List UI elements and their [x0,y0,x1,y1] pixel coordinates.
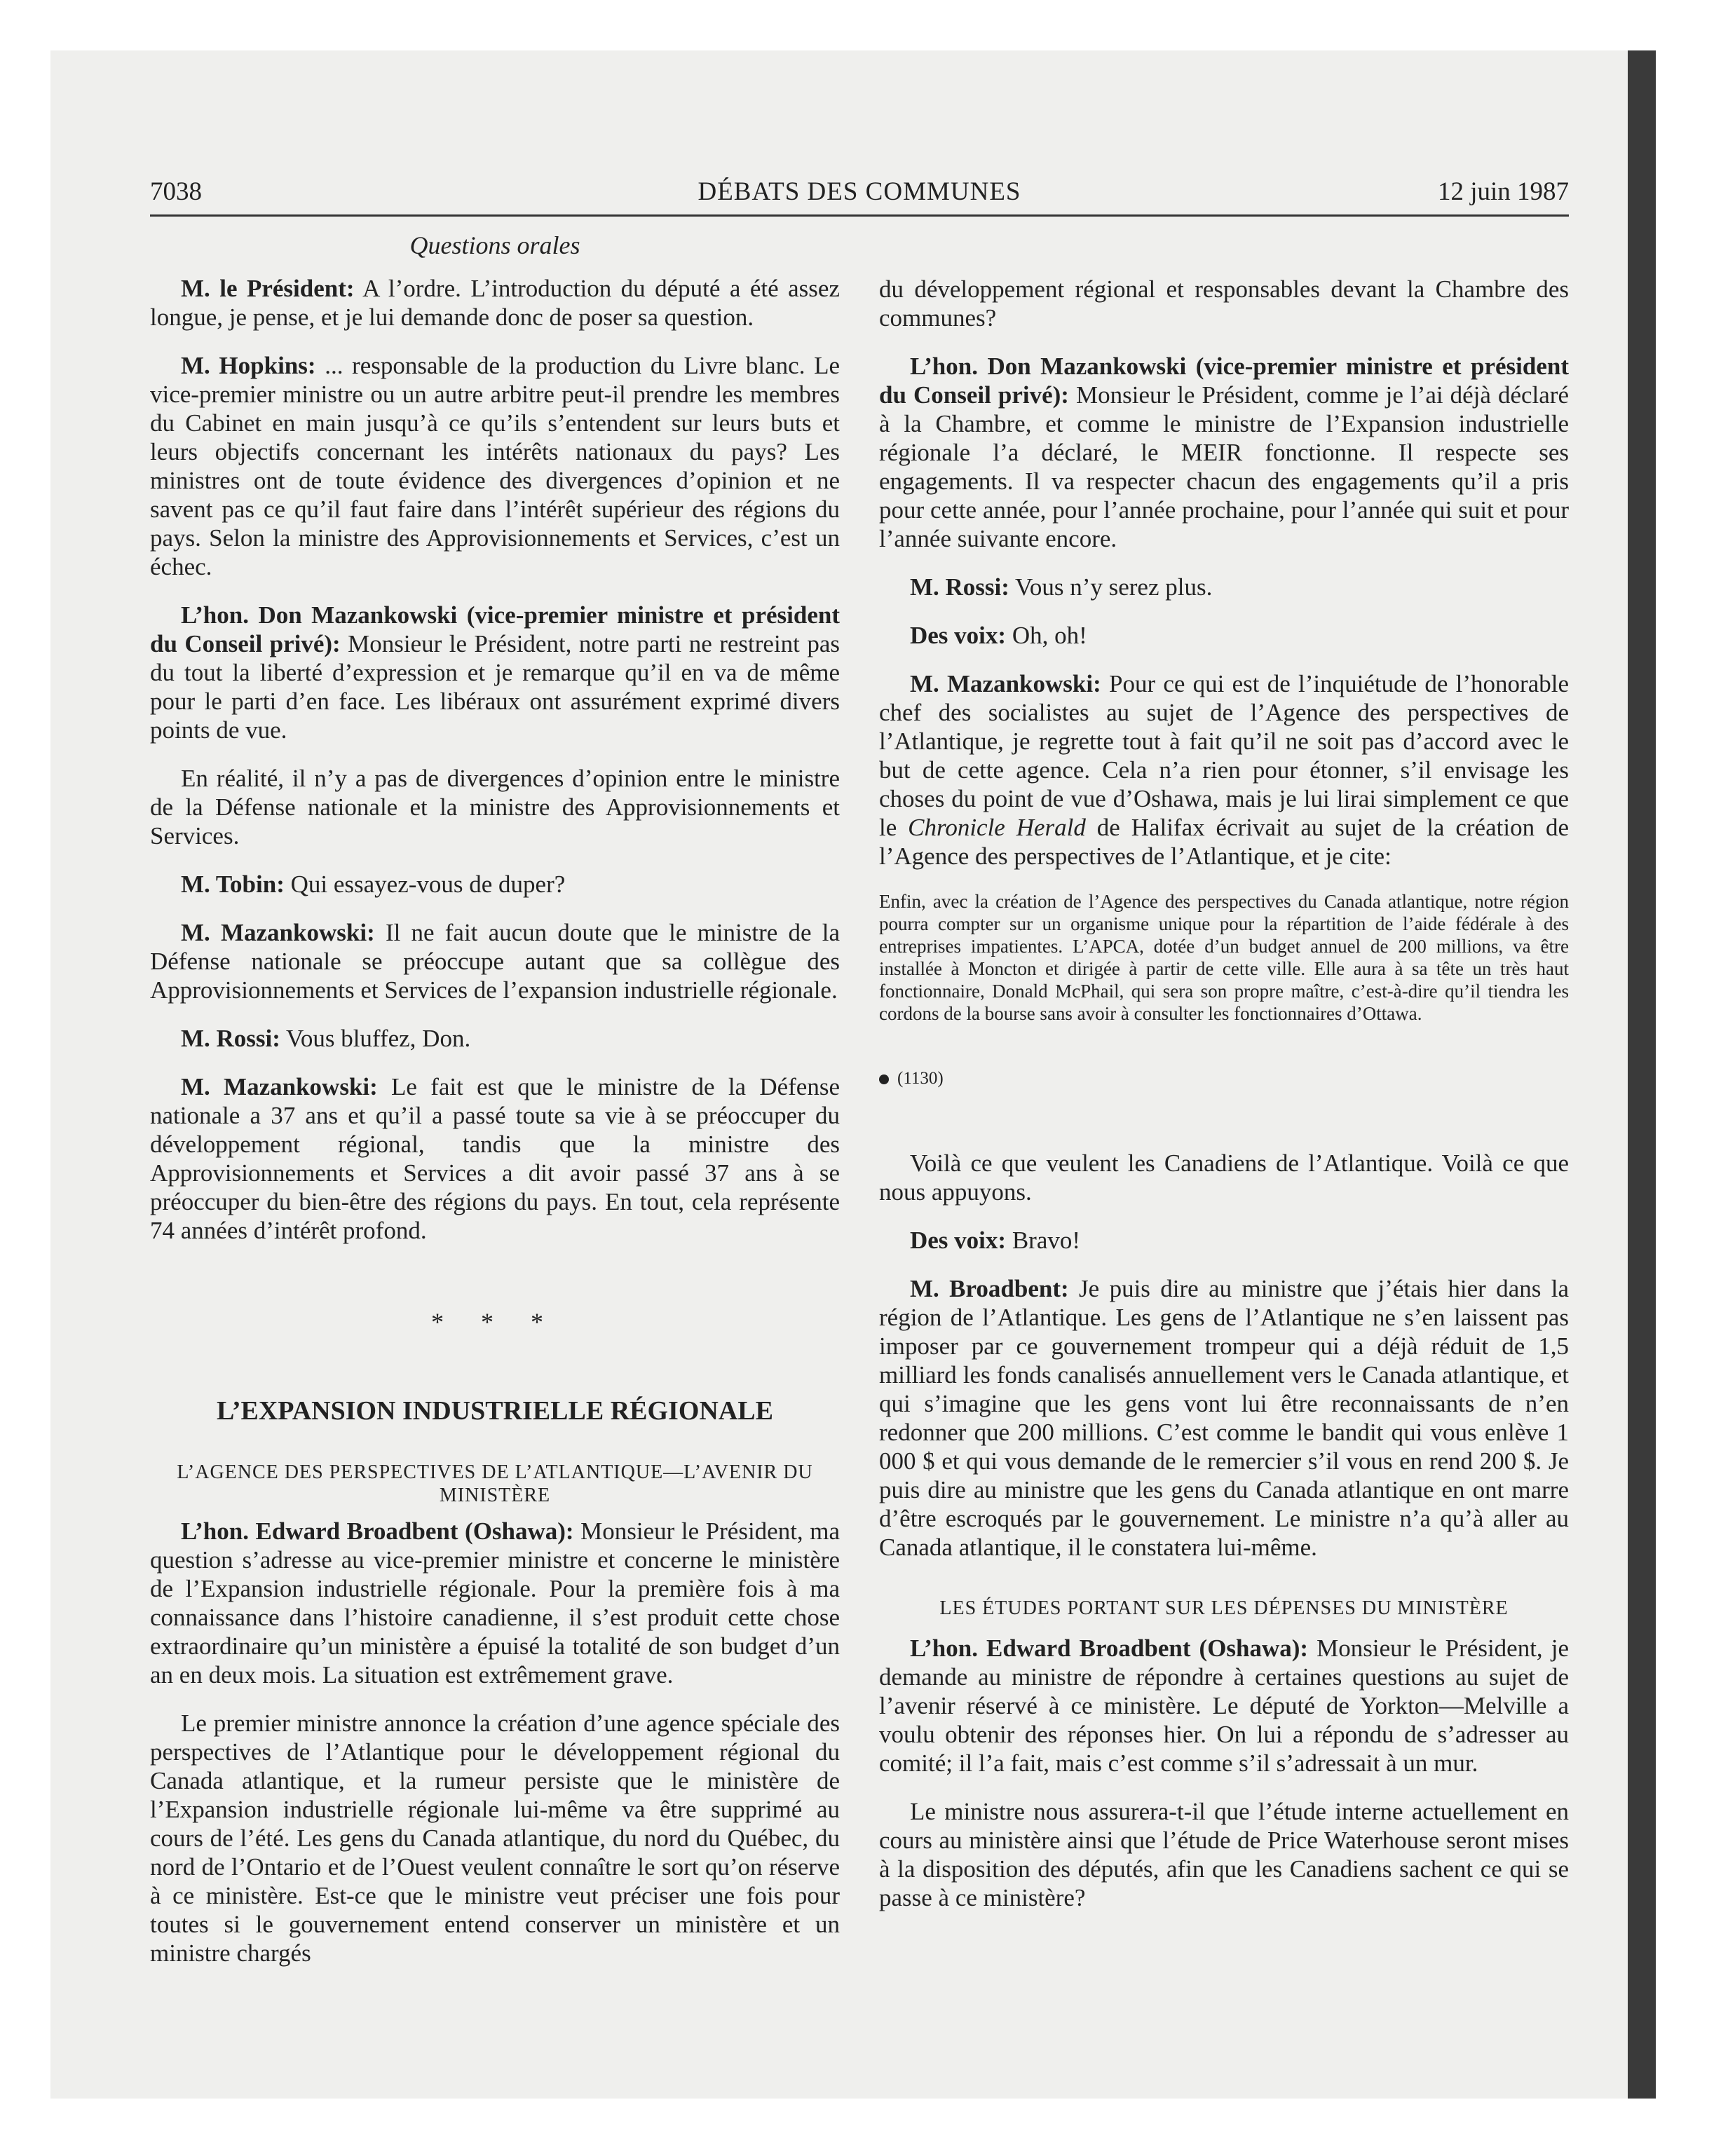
speaker-name: L’hon. Don Mazankowski (vice-premier ministre et président du Conseil privé): [150,601,840,657]
speech-text: Je puis dire au ministre que j’étais hier dans la région de l’Atlantique. Les gens de l’Atlantique ne s’en laissent pas imposer par ce gouvernement trompeur qui a déjà réduit de 1,5 milliard les fonds canalisés annuellement vers le Canada atlantique, et qui s’imagine que les gens vont lui être reconnaissants de n’en redonner que 200 millions. C’est comme le bandit qui vous enlève 1 000 $ et qui vous demande de le remercier s’il vous en rend 200 $. Je puis dire au ministre que les gens du Canada atlantique en ont marre d’être escroqués par le gouvernement. Le ministre n’a qu’à aller au Canada atlantique, il le constatera lui-même. [879,1275,1569,1561]
speech-text: A l’ordre. L’introduction du député a été assez longue, je pense, et je lui demande donc de poser sa question. [150,275,840,331]
speaker-name: L’hon. Don Mazankowski (vice-premier ministre et président du Conseil privé): [879,353,1569,409]
paragraph [150,870,840,899]
subsection-heading: LES ÉTUDES PORTANT SUR LES DÉPENSES DU MINISTÈRE [939,1597,1509,1619]
subsection-heading: L’AGENCE DES PERSPECTIVES DE L’ATLANTIQUE—L’AVENIR DU MINISTÈRE [177,1461,813,1506]
speech-text: Vous bluffez, Don. [280,1025,471,1052]
section-label: Questions orales [409,231,580,259]
speaker-name: M. Mazankowski: [910,670,1101,697]
speech-text: Le fait est que le ministre de la Défense nationale a 37 ans et qu’il a passé toute sa vie à se préoccuper du développement régional, tandis que la ministre des Approvisionnements et Services a dit avoir passé 37 ans à se préoccuper du bien-être des régions du pays. En tout, cela représente 74 années d’intérêt profond. [150,1073,840,1244]
speech-text: Vous n’y serez plus. [1009,573,1213,601]
speech-text: Monsieur le Président, comme je l’ai déjà déclaré à la Chambre, et comme le ministre de l’Expansion industrielle régionale l’a déclaré, le MEIR fonctionne. Il respecte ses engagements. Il va respecter chacun des engagements qu’il a pris pour cette année, pour l’année prochaine, pour l’année qui suit et pour l’année suivante encore. [879,381,1569,552]
speaker-name: Des voix: [910,1227,1007,1254]
newspaper-title: Chronicle Herald [908,814,1086,841]
speech-text: de Halifax écrivait au sujet de la création de l’Agence des perspectives de l’Atlantique, et je cite: [879,814,1569,870]
page-header [150,177,1569,217]
speaker-name: L’hon. Edward Broadbent (Oshawa): [910,1635,1309,1662]
scan-edge-strip [1628,50,1656,2099]
paragraph [150,1072,840,1245]
paragraph [150,274,840,332]
page-date: 12 juin 1987 [1437,177,1569,206]
speaker-name: M. Hopkins: [181,352,316,379]
time-marker [879,1064,1569,1093]
section-heading: L’EXPANSION INDUSTRIELLE RÉGIONALE [217,1396,773,1426]
left-column [150,231,840,1987]
paragraph [879,1634,1569,1778]
paragraph [879,352,1569,553]
speech-text: ... responsable de la production du Livre blanc. Le vice-premier ministre ou un autre arbitre peut-il prendre les membres du Cabinet en main jusqu’à ce qu’ils s’entendent sur leurs buts et leurs objectifs concernant les intérêts nationaux du pays? Les ministres ont de toute évidence des divergences d’opinion et ne savent pas ce qu’il faut faire dans l’intérêt supérieur des régions du pays. Selon la ministre des Approvisionnements et Services, c’est un échec. [150,352,840,580]
speech-text: Bravo! [1006,1227,1081,1254]
paragraph [879,1274,1569,1562]
paragraph [150,1517,840,1689]
speech-text: Monsieur le Président, ma question s’adresse au vice-premier ministre et concerne le ministère de l’Expansion industrielle régionale. Pour la première fois à ma connaissance dans l’histoire canadienne, il s’est produit cette chose extraordinaire qu’un ministère a épuisé la totalité de son budget d’un an en deux mois. La situation est extrêmement grave. [150,1517,840,1688]
paragraph: Le premier ministre annonce la création d’une agence spéciale des perspectives de l’Atlantique pour le développement régional du Canada atlantique, et la rumeur persiste que le ministère de l’Expansion industrielle régionale lui-même va être supprimé au cours de l’été. Les gens du Canada atlantique, du nord du Québec, du nord de l’Ontario et de l’Ouest veulent connaître le sort qu’on réserve à ce ministère. Est-ce que le ministre veut préciser une fois pour toutes si le gouvernement entend conserver un ministère et un ministre chargés [150,1710,840,1967]
speaker-name: M. Tobin: [181,871,285,898]
block-quote: Enfin, avec la création de l’Agence des perspectives du Canada atlantique, notre région pourra compter sur un organisme unique pour la répartition de l’aide fédérale à des entreprises impatientes. L’APCA, dotée d’un budget annuel de 200 millions, va être installée à Moncton et dirigée à partir de cette ville. Elle aura à sa tête un très haut fonctionnaire, Donald McPhail, qui sera son propre maître, c’est-à-dire qu’il tiendra les cordons de la bourse sans avoir à consulter les fonctionnaires d’Ottawa. [879,891,1569,1024]
paragraph [150,1024,840,1053]
section-separator: * * * [431,1308,559,1336]
paragraph [150,918,840,1004]
speech-text: Pour ce qui est de l’inquiétude de l’honorable chef des socialistes au sujet de l’Agence des perspectives de l’Atlantique, je regrette tout à fait qu’il ne soit pas d’accord avec le but de cette agence. Cela n’a rien pour étonner, s’il envisage les choses du point de vue d’Oshawa, mais je lui lirai simplement ce que le [879,670,1569,841]
speaker-name: L’hon. Edward Broadbent (Oshawa): [181,1517,574,1545]
publication-title: DÉBATS DES COMMUNES [698,177,1021,206]
paragraph [150,351,840,581]
speech-text: Oh, oh! [1006,622,1087,649]
bullet-icon [879,1074,889,1084]
speech-text: Qui essayez-vous de duper? [284,871,566,898]
speech-text: Il ne fait aucun doute que le ministre de la Défense nationale se préoccupe autant que sa collègue des Approvisionnements et Services de l’expansion industrielle régionale. [150,919,840,1004]
speaker-name: M. le Président: [181,275,355,302]
paragraph [879,573,1569,601]
speech-text: Monsieur le Président, je demande au ministre de répondre à certaines questions au sujet de l’avenir réservé à ce ministère. Le député de Yorkton—Melville a voulu obtenir des réponses hier. On lui a répondu de s’adresser au comité; il l’a fait, mais c’est comme s’il s’adressait à un mur. [879,1635,1569,1777]
page-number: 7038 [150,177,202,206]
paragraph: du développement régional et responsables devant la Chambre des communes? [879,275,1569,332]
paragraph: En réalité, il n’y a pas de divergences d’opinion entre le ministre de la Défense nationale et la ministre des Approvisionnements et Services. [150,765,840,850]
paragraph [879,1226,1569,1255]
paragraph: Voilà ce que veulent les Canadiens de l’Atlantique. Voilà ce que nous appuyons. [879,1149,1569,1206]
speaker-name: M. Broadbent: [910,1275,1069,1302]
speaker-name: M. Mazankowski: [181,1073,378,1100]
time-marker-text: (1130) [897,1069,944,1088]
speaker-name: M. Mazankowski: [181,919,375,946]
paragraph [150,601,840,744]
right-column [879,275,1569,1932]
speaker-name: Des voix: [910,622,1007,649]
paragraph [879,621,1569,650]
speaker-name: M. Rossi: [910,573,1009,601]
paragraph: Le ministre nous assurera-t-il que l’étude interne actuellement en cours au ministère ainsi que l’étude de Price Waterhouse seront mises à la disposition des députés, afin que les Canadiens sachent ce qui se passe à ce ministère? [879,1798,1569,1911]
speaker-name: M. Rossi: [181,1025,280,1052]
speech-text: Monsieur le Président, notre parti ne restreint pas du tout la liberté d’expression et je remarque qu’il en va de même pour le parti d’en face. Les libéraux ont assurément exprimé divers points de vue. [150,630,840,744]
paragraph [879,669,1569,871]
